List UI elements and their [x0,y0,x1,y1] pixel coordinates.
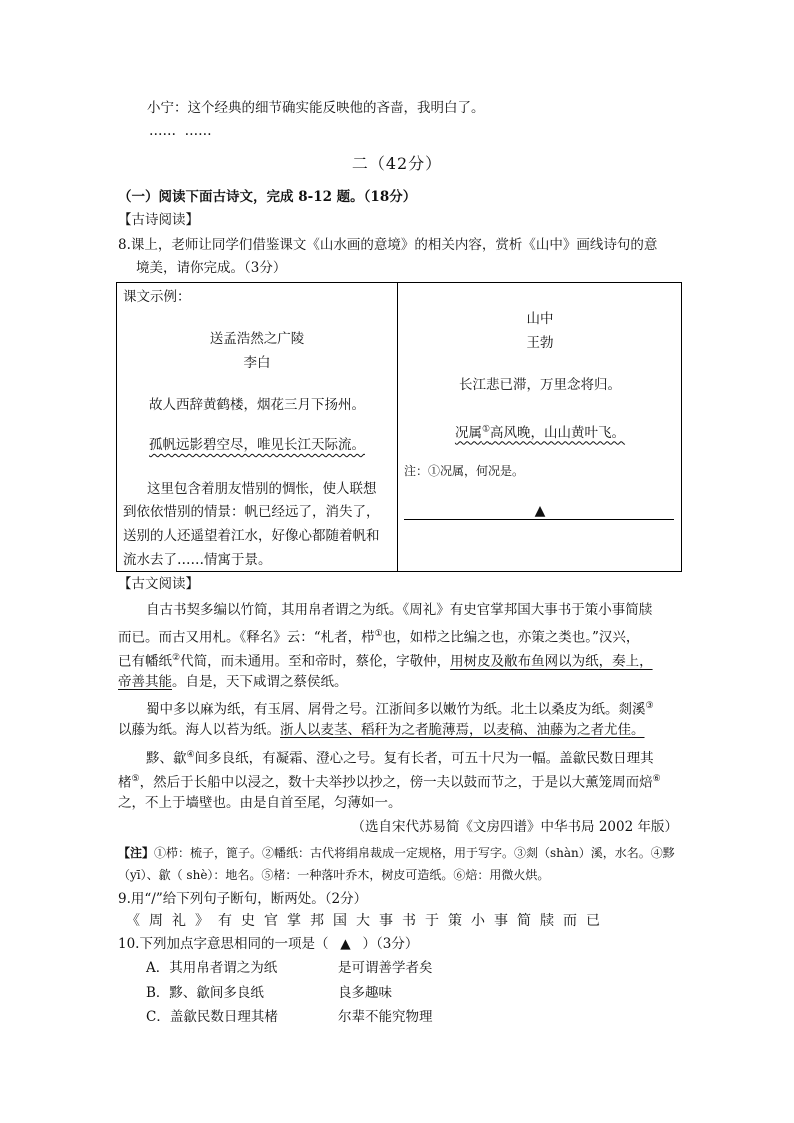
example-analysis-4: 流水去了……情寓于景。 [123,552,272,568]
q8-prompt-line1: 8.课上，老师让同学们借鉴课文《山水画的意境》的相关内容，赏析《山中》画线诗句的意 [118,237,658,253]
poem-comparison-table [116,282,682,572]
prose-p2-line1: 蜀中多以麻为纸，有玉屑、屑骨之号。江浙间多以嫩竹为纸。北土以桑皮为纸。剡溪③ [146,701,654,718]
example-analysis-1: 这里包含着朋友惜别的惆怅，使人联想 [147,481,377,497]
shanzhong-verse-2-text: 况属①高风晚，山山黄叶飞。 [454,424,626,441]
q10-option-a-pair: 是可谓善学者矣 [338,960,433,976]
q10-option-c-pair: 尔辈不能究物理 [338,1009,433,1025]
shanzhong-title: 山中 [526,311,554,327]
prose-p2-line2: 以藤为纸。海人以苔为纸。浙人以麦茎、稻秆为之者脆薄焉，以麦稿、油藤为之者尤佳。 [118,722,645,738]
example-verse-1: 故人西辞黄鹤楼，烟花三月下扬州。 [149,397,365,413]
intro-dialogue: 小宁：这个经典的细节确实能反映他的吝啬，我明白了。 [147,100,485,116]
prose-underlined-sentence-1a: 用树皮及敝布鱼网以为纸，奏上， [450,653,653,670]
part1-heading: （一）阅读下面古诗文，完成 8-12 题。（18分） [118,189,417,205]
q10-option-b: B．黟、歙间多良纸 [146,985,264,1001]
example-poem-title: 送孟浩然之广陵 [209,331,305,347]
q10-answer-marker: ▲ [340,936,351,952]
prose-underlined-sentence-1b: 帝善其能 [118,674,172,690]
shanzhong-verse-1: 长江悲已滞，万里念将归。 [459,377,621,393]
example-analysis-3: 送别的人还遥望着江水，好像心都随着帆和 [123,528,380,544]
q9-sentence: 《周礼》有史官掌邦国大事书于策小事简牍而已 [126,913,609,929]
notes-line1: 【注】①栉：梳子，篦子。②幡纸：古代将绢帛裁成一定规格，用于写字。③剡（shàn）溪，水名。④黟 [118,846,675,860]
answer-triangle-marker: ▲ [534,503,546,519]
q8-prompt-line2: 境美，请你完成。（3分） [136,260,287,276]
prose-p3-line2: 楮⑤，然后于长船中以浸之，数十夫举抄以抄之，傍一夫以鼓而节之，于是以大薰笼周而焙⑥ [118,774,661,791]
example-label: 课文示例： [123,289,191,305]
prose-p1-line1: 自古书契多编以竹简，其用帛者谓之为纸。《周礼》有史官掌邦国大事书于策小事简牍 [146,602,653,618]
prose-p1-line4: 帝善其能。自是，天下咸谓之蔡侯纸。 [118,674,348,690]
prose-heading: 【古文阅读】 [118,576,199,592]
section-title: 二（42分） [351,154,443,173]
notes-line2: （yī）、歙（ shè）：地名。⑤楮：一种落叶乔木，树皮可造纸。⑥焙：用微火烘。 [118,868,550,882]
q9-prompt: 9.用“/”给下列句子断句，断两处。（2分） [118,891,368,907]
example-analysis-2: 到依依惜别的情景：帆已经远了，消失了， [123,504,380,520]
prose-source: （选自宋代苏易简《文房四谱》中华书局 2002 年版） [351,819,678,835]
q10-prompt: 10.下列加点字意思相同的一项是（ ▲ ）（3分） [118,936,419,952]
example-verse-2-text: 孤帆远影碧空尽，唯见长江天际流。 [149,437,365,453]
intro-ellipsis: …… …… [149,123,212,139]
prose-p3-line1: 黟、歙④间多良纸，有凝霜、澄心之号。复有长者，可五十尺为一幅。盖歙民数日理其 [146,750,654,767]
prose-p1-line3: 已有幡纸②代简，而未通用。至和帝时，蔡伦，字敬仲，用树皮及敝布鱼网以为纸，奏上， [118,653,653,670]
example-verse-2 [117,435,397,455]
prose-p1-line2: 而已。而古又用札。《释名》云：“札者，栉①也，如栉之比编之也，亦策之类也。”汉兴， [118,629,640,646]
q10-option-a: A．其用帛者谓之为纸 [146,960,278,976]
shanzhong-note: 注：①况属，何况是。 [404,464,525,478]
shanzhong-verse-2 [398,419,682,443]
prose-p3-line3: 之，不上于墙壁也。由是自首至尾，匀薄如一。 [118,795,402,811]
prose-underlined-sentence-2: 浙人以麦茎、稻秆为之者脆薄焉，以麦稿、油藤为之者尤佳。 [280,722,645,738]
example-poem-author: 李白 [243,355,271,371]
shanzhong-author: 王勃 [526,335,554,351]
q10-option-c: C．盖歙民数日理其楮 [146,1009,278,1025]
poem-heading: 【古诗阅读】 [118,212,199,228]
q10-option-b-pair: 良多趣味 [338,985,392,1001]
